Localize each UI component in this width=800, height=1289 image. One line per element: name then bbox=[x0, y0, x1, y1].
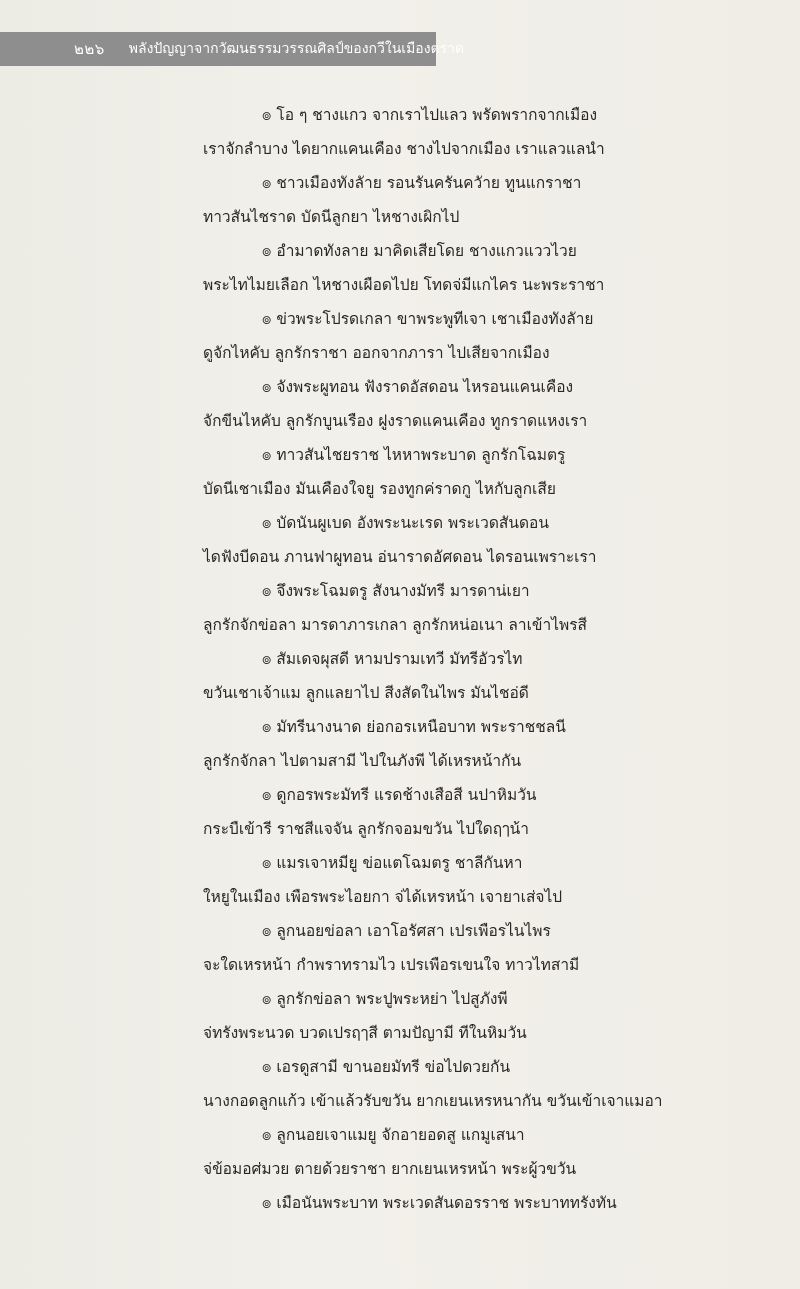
poem-line: ๏ สัมเดจผุสดี หามปรามเทวี มัทรีอัวรไท bbox=[262, 650, 523, 668]
poem-line: นางกอดลูกแก้ว เข้าแล้วรับขวัน ยากเยนเหรหนากัน ขวันเข้าเจาแมอา bbox=[203, 1092, 663, 1110]
poem-line: ๏ จึงพระโฉมตรู สังนางมัทรี มารดาน่เยา bbox=[262, 582, 530, 600]
poem-line: ขวันเชาเจ้าแม ลูกแลยาไป สีงสัดในไพร มันไชอ่ดี bbox=[203, 684, 529, 702]
poem-line: ๏ ลูกนอยข่อลา เอาโอรัศสา เปรเพือรไนไพร bbox=[262, 922, 551, 940]
poem-line: จักขีนไหคับ ลูกรักบูนเรือง ฝูงราดแคนเคือง ทูกราดแหงเรา bbox=[203, 412, 588, 430]
poem-line: จะใดเหรหน้า กำพราทรามไว เปรเพือรเขนใจ ทาวไทสามี bbox=[203, 956, 580, 974]
poem-line: ลูกรักจักลา ไปตามสามี ไปในภังพี ได้เหรหน้ากัน bbox=[203, 752, 522, 770]
poem-line: ๏ ลูกนอยเจาแมยู จักอายอดสู แกมูเสนา bbox=[262, 1126, 525, 1144]
poem-line: ๏ จังพระผูทอน ฟังราดอัสดอน ไหรอนแคนเคือง bbox=[262, 378, 574, 396]
poem-line: เราจักลำบาง ไดยากแคนเคือง ชางไปจากเมือง เราแลวแลนำ bbox=[203, 140, 605, 158]
poem-line: ๏ มัทรีนางนาด ย่อกอรเหนือบาท พระราชชลนี bbox=[262, 718, 566, 736]
poem-line: พระไทไมยเลือก ไหชางเผือดไปย โทดจ่มีแกไคร นะพระราชา bbox=[203, 276, 605, 294]
poem-line: กระบืเข้ารี ราชสีแจจัน ลูกรักจอมขวัน ไปใดฤๅน้า bbox=[203, 820, 529, 838]
page-number: ๒๒๖ bbox=[74, 40, 105, 58]
running-header bbox=[0, 32, 465, 66]
poem-line: ดูจักไหคับ ลูกรักราชา ออกจากภารา ไปเสียจากเมือง bbox=[203, 344, 550, 362]
poem-line: ทาวสันไชราด บัดนีลูกยา ไหชางเผิกไป bbox=[203, 208, 460, 226]
poem-line: ใหยูในเมือง เพือรพระไอยกา จ่ได้เหรหน้า เจายาเส่จไป bbox=[203, 888, 563, 906]
poem-line: บัดนีเชาเมือง มันเคืองใจยู รองทูกค่ราดกู ไหกับลูกเสีย bbox=[203, 480, 556, 498]
poem-line: ๏ ชาวเมืองทังลัาย รอนรันครันควัาย ทูนแกราชา bbox=[262, 174, 582, 192]
poem-line: ๏ ดูกอรพระมัทรี แรดช้างเสือสี นปาหิมวัน bbox=[262, 786, 537, 804]
header-title: พลังปัญญาจากวัฒนธรรมวรรณศิลป์ของกวีในเมืองตราด bbox=[128, 41, 465, 57]
poem-line: ๏ โอ ๆ ชางแกว จากเราไปแลว พรัดพรากจากเมือง bbox=[262, 106, 598, 124]
poem-line: ไดฟังบีดอน ภานฟาผูทอน อ่นาราดอัศดอน ไดรอนเพราะเรา bbox=[203, 548, 597, 566]
poem-line: ๏ เมือนันพระบาท พระเวดสันดอรราช พระบาททรังทัน bbox=[262, 1194, 617, 1212]
poem-line: ๏ อำมาดทังลาย มาคิดเสียโดย ชางแกวแววไวย bbox=[262, 242, 577, 260]
poem-line: ๏ เอรดูสามี ขานอยมัทรี ข่อไปดวยกัน bbox=[262, 1058, 511, 1076]
poem-line: ๏ ลูกรักข่อลา พระปูพระหย่า ไปสูภังพี bbox=[262, 990, 508, 1008]
poem-line: ๏ แมรเจาหมียู ข่อแตโฉมตรู ชาลีกันหา bbox=[262, 854, 523, 872]
poem-line: ๏ ข่วพระโปรดเกลา ขาพระพูทีเจา เชาเมืองทังลัาย bbox=[262, 310, 594, 328]
poem-line: จ่ทรังพระนวด บวดเปรฤๅสี ตามปัญามี ทีในหิมวัน bbox=[203, 1024, 527, 1042]
poem-line: ลูกรักจักข่อลา มารดาภารเกลา ลูกรักหน่อเนา ลาเข้าไพรสี bbox=[203, 616, 588, 634]
poem-line: ๏ ทาวสันไชยราช ไหหาพระบาด ลูกรักโฉมตรู bbox=[262, 446, 566, 464]
poem-line: ๏ บัดนันผูเบด อังพระนะเรด พระเวดสันดอน bbox=[262, 514, 549, 532]
poem-line: จ่ข้อมอศ่มวย ตายด้วยราชา ยากเยนเหรหน้า พระผู้วขวัน bbox=[203, 1160, 577, 1178]
